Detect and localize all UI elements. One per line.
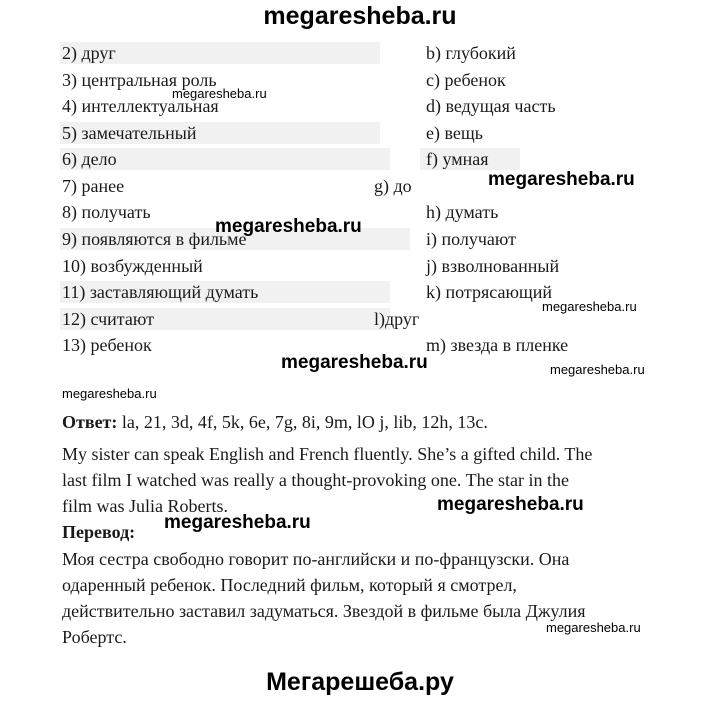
answer-text-line: My sister can speak English and French fluently. She’s a gifted child. The	[62, 444, 593, 464]
left-item: 11) заставляющий думать	[62, 282, 259, 302]
left-item: 9) появляются в фильме	[62, 229, 247, 249]
watermark: megaresheba.ru	[546, 620, 641, 635]
right-item: f) умная	[426, 149, 489, 169]
watermark: megaresheba.ru	[172, 86, 267, 101]
left-item: 10) возбужденный	[62, 256, 203, 276]
left-item: 3) центральная роль	[62, 70, 217, 90]
watermark: megaresheba.ru	[550, 362, 645, 377]
site-footer: Мегарешеба.ру	[266, 668, 454, 696]
left-item: 6) дело	[62, 149, 117, 169]
left-item: 12) считают	[62, 309, 154, 329]
translation-label-line	[62, 519, 662, 545]
translation-line: Робертс.	[62, 627, 127, 647]
answer-text-line: last film I watched was really a thought-provoking one. The star in the	[62, 470, 570, 490]
watermark: megaresheba.ru	[281, 352, 428, 373]
left-item: 8) получать	[62, 202, 151, 222]
right-item: g) до	[374, 176, 412, 196]
watermark: megaresheba.ru	[542, 299, 637, 314]
answer-keys-line	[62, 409, 662, 435]
translation-line: действительно заставил задуматься. Звездой в фильме была Джулия	[62, 601, 586, 621]
right-item: b) глубокий	[426, 43, 516, 63]
right-item: e) вещь	[426, 123, 483, 143]
answer-keys: la, 21, 3d, 4f, 5k, 6e, 7g, 8i, 9m, lO j, lib, 12h, 13c.	[121, 412, 488, 432]
right-item: i) получают	[426, 229, 516, 249]
translation-label: Перевод:	[62, 522, 136, 542]
left-item: 7) ранее	[62, 176, 125, 196]
right-item: h) думать	[426, 202, 499, 222]
right-item: l)друг	[374, 309, 420, 329]
answer-label: Ответ:	[62, 412, 118, 432]
right-item: c) ребенок	[426, 70, 506, 90]
left-item: 2) друг	[62, 43, 116, 63]
left-item: 5) замечательный	[62, 123, 197, 143]
watermark: megaresheba.ru	[215, 216, 362, 237]
watermark: megaresheba.ru	[488, 169, 635, 190]
right-item: m) звезда в пленке	[426, 335, 569, 355]
watermark: megaresheba.ru	[437, 494, 584, 515]
answer-text-line: film was Julia Roberts.	[62, 496, 228, 516]
translation-line: одаренный ребенок. Последний фильм, который я смотрел,	[62, 575, 517, 595]
watermark: megaresheba.ru	[164, 512, 311, 533]
site-header: megaresheba.ru	[263, 2, 457, 30]
right-item: j) взволнованный	[426, 256, 560, 276]
translation-line: Моя сестра свободно говорит по-английски и по-французски. Она	[62, 549, 570, 569]
left-item: 4) интеллектуальная	[62, 96, 219, 116]
left-item: 13) ребенок	[62, 335, 152, 355]
right-item: d) ведущая часть	[426, 96, 556, 116]
right-item: k) потрясающий	[426, 282, 553, 302]
watermark: megaresheba.ru	[62, 386, 157, 401]
